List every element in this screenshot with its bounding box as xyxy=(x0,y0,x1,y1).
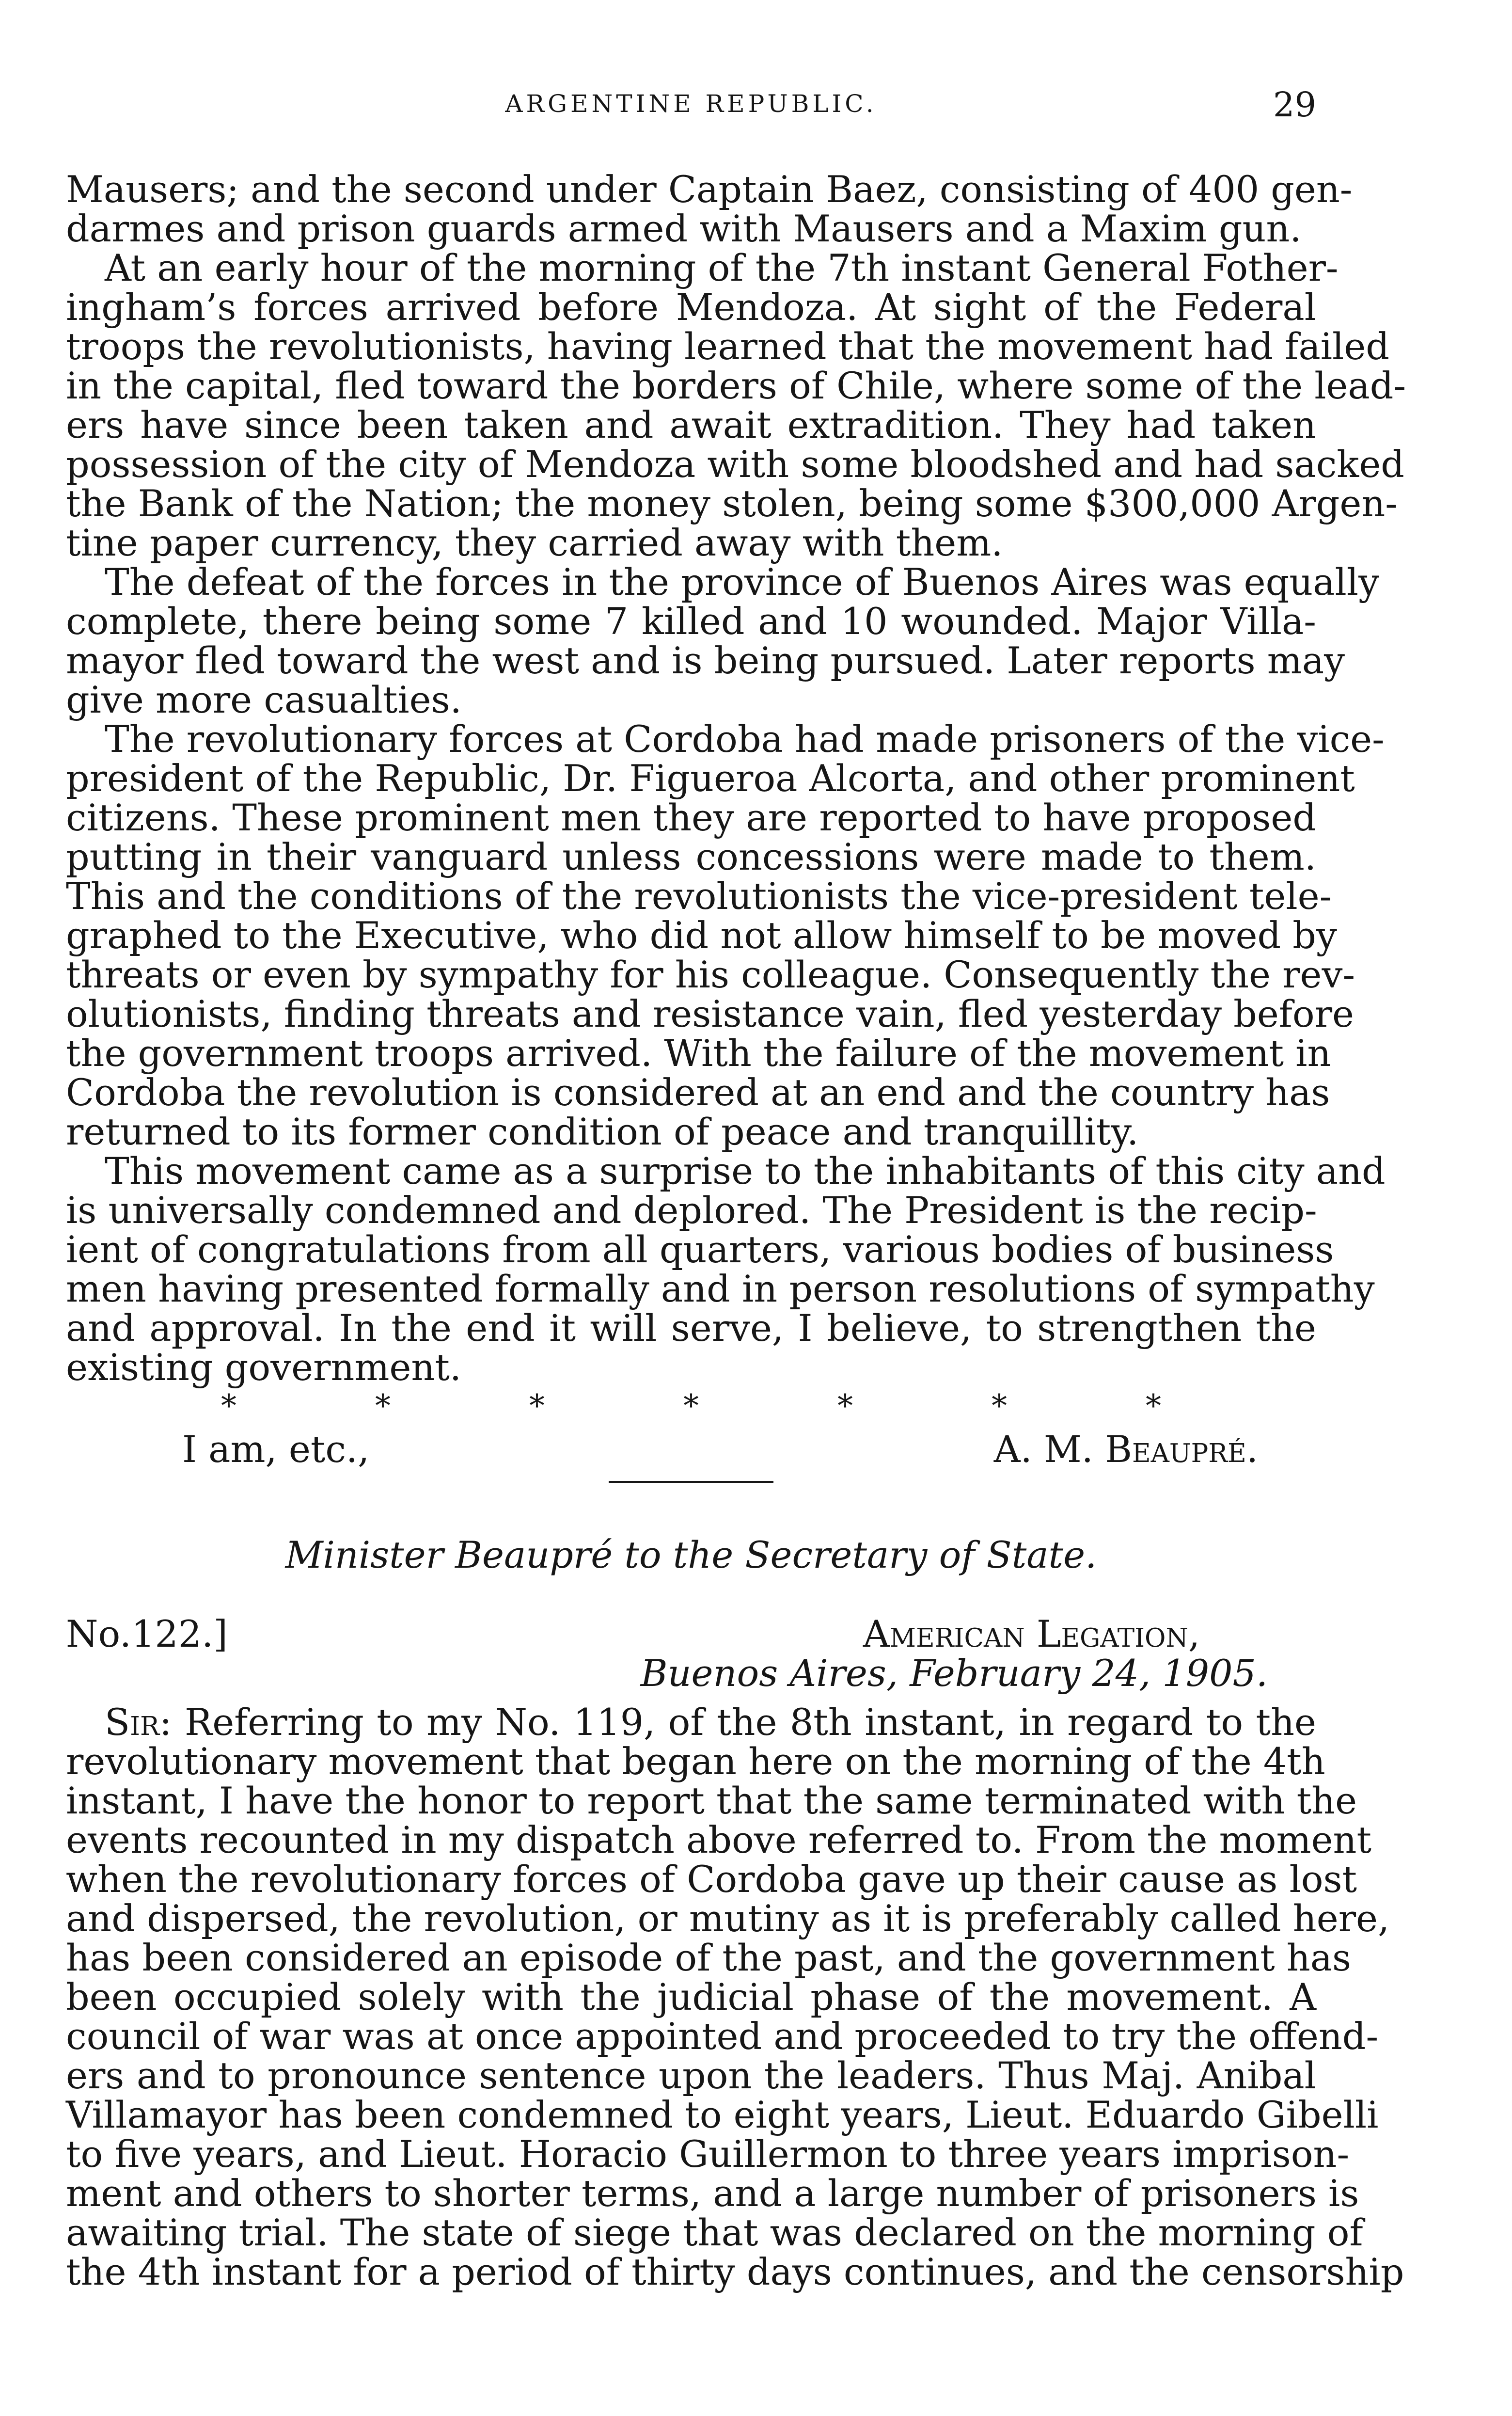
paragraph xyxy=(66,717,1385,1153)
text-line: the government troops arrived. With the failure of the movement in xyxy=(66,1032,1331,1075)
text-line: ers and to pronounce sentence upon the leaders. Thus Maj. Anibal xyxy=(66,2054,1316,2097)
text-line: president of the Republic, Dr. Figueroa Alcorta, and other prominent xyxy=(66,757,1355,800)
paragraph xyxy=(66,246,1406,564)
text-line: ers have since been taken and await extradition. They had taken xyxy=(66,403,1316,446)
text-line: returned to its former condition of peace and tranquillity. xyxy=(66,1110,1139,1153)
text-line: men having presented formally and in person resolutions of sympathy xyxy=(66,1267,1375,1310)
text-line: citizens. These prominent men they are reported to have proposed xyxy=(66,796,1316,839)
text-line: The revolutionary forces at Cordoba had made prisoners of the vice- xyxy=(105,717,1385,761)
text-line: existing government. xyxy=(66,1346,462,1389)
text-line: the Bank of the Nation; the money stolen, being some $300,000 Argen- xyxy=(66,482,1398,525)
star: * xyxy=(375,1388,391,1424)
text-line: to five years, and Lieut. Horacio Guillermon to three years imprison- xyxy=(66,2132,1350,2176)
text-line: council of war was at once appointed and proceeded to try the offend- xyxy=(66,2015,1379,2058)
text-line: At an early hour of the morning of the 7th instant General Fother- xyxy=(105,246,1339,289)
text-line: This movement came as a surprise to the inhabitants of this city and xyxy=(105,1149,1386,1192)
text-line: ient of congratulations from all quarters, various bodies of business xyxy=(66,1228,1334,1271)
text-line xyxy=(66,1702,1316,1742)
text-line: putting in their vanguard unless concessions were made to them. xyxy=(66,835,1316,878)
page-number: 29 xyxy=(1273,85,1316,125)
text-line: ingham’s forces arrived before Mendoza. At sight of the Federal xyxy=(66,286,1316,329)
text-line: revolutionary movement that began here on the morning of the 4th xyxy=(66,1740,1325,1783)
page-header xyxy=(66,85,1316,133)
paragraph xyxy=(66,168,1353,250)
text-line: instant, I have the honor to report that the same terminated with the xyxy=(66,1779,1357,1822)
text-line: in the capital, fled toward the borders of Chile, where some of the lead- xyxy=(66,364,1406,407)
text-line: mayor fled toward the west and is being pursued. Later reports may xyxy=(66,639,1345,682)
text-line: has been considered an episode of the past, and the government has xyxy=(66,1936,1352,1979)
star: * xyxy=(683,1388,699,1424)
dispatch-number: No.122.] xyxy=(66,1612,228,1655)
text-line: troops the revolutionists, having learned that the movement had failed xyxy=(66,325,1389,368)
star: * xyxy=(221,1388,236,1424)
text-line: darmes and prison guards armed with Mausers and a Maxim gun. xyxy=(66,207,1302,250)
text-line: awaiting trial. The state of siege that was declared on the morning of xyxy=(66,2211,1363,2254)
star: * xyxy=(529,1388,545,1424)
text-line: and approval. In the end it will serve, I believe, to strengthen the xyxy=(66,1306,1316,1350)
text-line: Cordoba the revolution is considered at an end and the country has xyxy=(66,1071,1330,1114)
text-line: and dispersed, the revolution, or mutiny as it is preferably called here, xyxy=(66,1897,1390,1940)
text-line: when the revolutionary forces of Cordoba gave up their cause as lost xyxy=(66,1858,1357,1901)
running-title: ARGENTINE REPUBLIC. xyxy=(505,90,877,118)
dispatch-heading: Minister Beaupré to the Secretary of State. xyxy=(285,1533,1097,1576)
text-line: The defeat of the forces in the province of Buenos Aires was equally xyxy=(105,560,1380,604)
text-line: is universally condemned and deplored. The President is the recip- xyxy=(66,1189,1317,1232)
text-line: This and the conditions of the revolutionists the vice-president tele- xyxy=(66,874,1332,918)
text-line: Mausers; and the second under Captain Baez, consisting of 400 gen- xyxy=(66,168,1353,211)
dispatch-header xyxy=(66,1614,1316,1653)
text-line: Villamayor has been condemned to eight years, Lieut. Eduardo Gibelli xyxy=(66,2093,1379,2136)
text-line: events recounted in my dispatch above referred to. From the moment xyxy=(66,1818,1372,1861)
text-line: complete, there being some 7 killed and 10 wounded. Major Villa- xyxy=(66,600,1316,643)
text-line: threats or even by sympathy for his colleague. Consequently the rev- xyxy=(66,953,1355,996)
closing: I am, etc., xyxy=(182,1428,370,1471)
star: * xyxy=(837,1388,853,1424)
salutation: Sir: xyxy=(105,1701,172,1744)
letter-body xyxy=(66,1701,1404,2293)
text-line: been occupied solely with the judicial phase of the movement. A xyxy=(66,1975,1316,2019)
text-line: tine paper currency, they carried away with them. xyxy=(66,521,1003,564)
legation: American Legation, xyxy=(863,1612,1200,1655)
text-line: graphed to the Executive, who did not allow himself to be moved by xyxy=(66,914,1337,957)
signature: A. M. Beaupré. xyxy=(993,1428,1258,1471)
text-line: the 4th instant for a period of thirty days continues, and the censorship xyxy=(66,2250,1404,2293)
section-divider xyxy=(609,1481,773,1483)
text-line: olutionists, finding threats and resistance vain, fled yesterday before xyxy=(66,992,1354,1035)
paragraph xyxy=(66,560,1380,721)
star: * xyxy=(992,1388,1007,1424)
text-line: possession of the city of Mendoza with some bloodshed and had sacked xyxy=(66,443,1404,486)
body-text xyxy=(66,168,1406,2293)
place-date: Buenos Aires, February 24, 1905. xyxy=(640,1652,1268,1695)
closing-row xyxy=(66,1426,1316,1472)
paragraph xyxy=(66,1149,1386,1389)
first-line: Referring to my No. 119, of the 8th instant, in regard to the xyxy=(184,1701,1316,1744)
star: * xyxy=(1146,1388,1161,1424)
text-line: give more casualties. xyxy=(66,678,462,721)
ellipsis-stars xyxy=(66,1387,1316,1426)
text-line: ment and others to shorter terms, and a large number of prisoners is xyxy=(66,2172,1359,2215)
